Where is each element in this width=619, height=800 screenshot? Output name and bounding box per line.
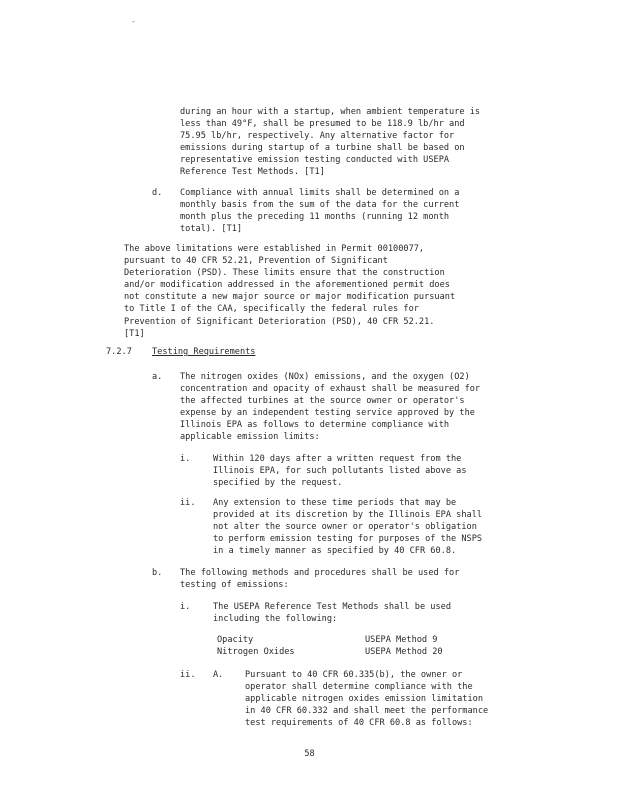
item-b-ii-a-text: Pursuant to 40 CFR 60.335(b), the owner or operator shall determine compliance with the applicable nitrogen oxides emission limitation in 40 CFR 60.332 and shall meet the performance test requirements of 40 CFR 60.8 as follows:: [245, 670, 489, 729]
method-reference: USEPA Method 9: [365, 635, 438, 645]
item-b-label: b.: [152, 568, 163, 578]
item-a-ii-label: ii.: [180, 498, 196, 508]
item-b-ii-a-label: A.: [213, 670, 224, 680]
section-number: 7.2.7: [106, 347, 132, 357]
item-a-label: a.: [152, 372, 163, 382]
item-b-ii-label: ii.: [180, 670, 196, 680]
method-pollutant: Opacity: [217, 635, 254, 645]
item-a-text: The nitrogen oxides (NOx) emissions, and the oxygen (O2) concentration and opacity of exhaust shall be measured for the affected turbines at the source owner or operator's expense by an independent testing service approved by the Illinois EPA as follows to determine compliance with applicable emission limits:: [180, 372, 481, 443]
method-pollutant: Nitrogen Oxides: [217, 647, 295, 657]
item-b-i-label: i.: [180, 602, 191, 612]
limitations-paragraph: The above limitations were established in Permit 00100077, pursuant to 40 CFR 52.21, Prevention of Significant Deterioration (PSD). These limits ensure that the construction and/or modification addressed in the aforementioned permit does not constitute a new major source or major modification pursuant to Title I of the CAA, specifically the federal rules for Prevention of Significant Deterioration (PSD), 40 CFR 52.21. [T1]: [124, 244, 456, 339]
item-a-ii-text: Any extension to these time periods that may be provided at its discretion by the Illinois EPA shall not alter the source owner or operator's obligation to perform emission testing for purposes of the NSPS in a timely manner as specified by 40 CFR 60.8.: [213, 498, 483, 557]
item-b-text: The following methods and procedures shall be used for testing of emissions:: [180, 568, 460, 591]
continued-paragraph: during an hour with a startup, when ambient temperature is less than 49°F, shall be presumed to be 118.9 lb/hr and 75.95 lb/hr, respectively. Any alternative factor for emissions during startup of a turbine shall be based on representative emission testing conducted with USEPA Reference Test Methods. [T1]: [180, 107, 481, 178]
section-title: Testing Requirements: [152, 347, 256, 357]
item-a-i-label: i.: [180, 454, 191, 464]
item-b-i-text: The USEPA Reference Test Methods shall be used including the following:: [213, 602, 451, 625]
corner-mark: -: [131, 17, 136, 26]
method-reference: USEPA Method 20: [365, 647, 443, 657]
item-d-label: d.: [152, 188, 163, 198]
item-a-i-text: Within 120 days after a written request from the Illinois EPA, for such pollutants listed above as specified by the request.: [213, 454, 467, 489]
page-number: 58: [304, 749, 315, 759]
item-d-text: Compliance with annual limits shall be determined on a monthly basis from the sum of the data for the current month plus the preceding 11 months (running 12 month total). [T1]: [180, 188, 460, 235]
